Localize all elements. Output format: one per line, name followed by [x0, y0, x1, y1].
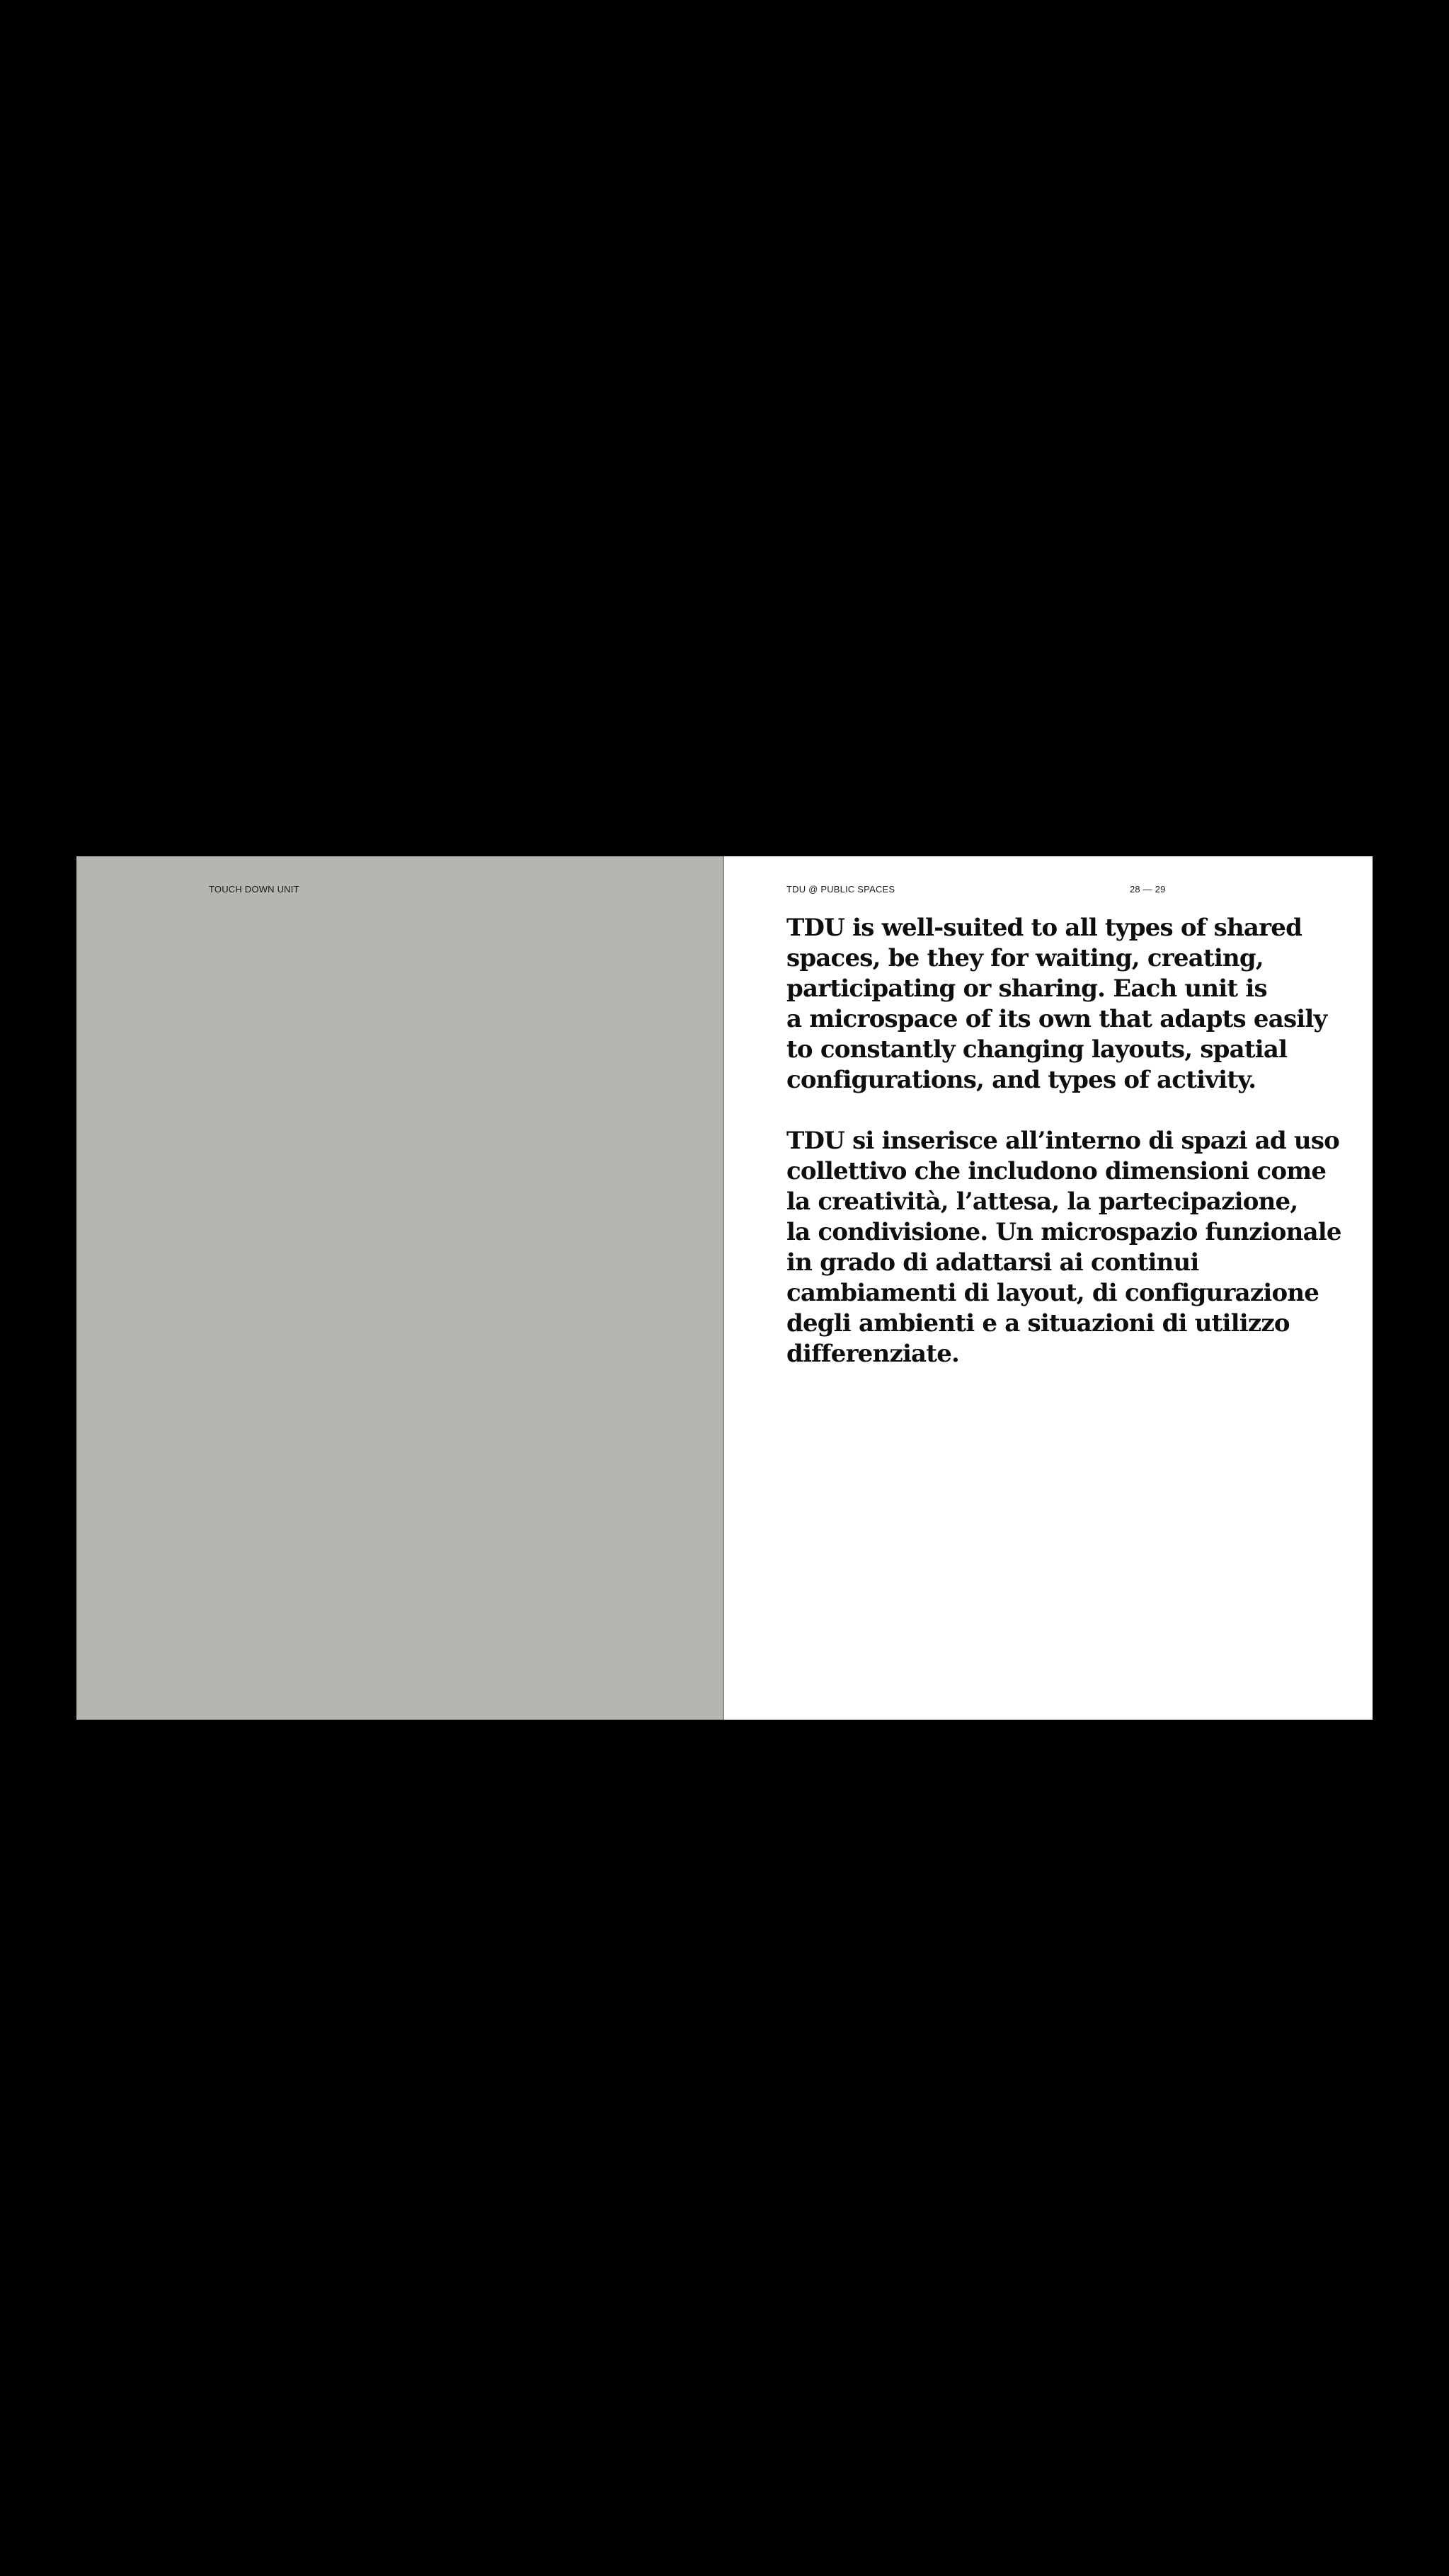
text-line: la creatività, l’attesa, la partecipazione,: [786, 1188, 1298, 1216]
text-line: a microspace of its own that adapts easily: [786, 1005, 1327, 1033]
text-line: to constantly changing layouts, spatial: [786, 1035, 1288, 1064]
text-line: cambiamenti di layout, di configurazione: [786, 1279, 1319, 1307]
text-line: degli ambienti e a situazioni di utilizzo: [786, 1309, 1290, 1338]
text-line: TDU is well-suited to all types of shared: [786, 914, 1302, 942]
left-page: [76, 856, 724, 1720]
text-line: differenziate.: [786, 1340, 960, 1368]
paragraph-italian: [786, 1126, 1341, 1369]
text-line: in grado di adattarsi ai continui: [786, 1248, 1199, 1277]
text-line: TDU si inserisce all’interno di spazi ad uso: [786, 1127, 1340, 1155]
right-running-head: TDU @ PUBLIC SPACES: [786, 884, 895, 895]
text-line: participating or sharing. Each unit is: [786, 974, 1267, 1003]
text-line: collettivo che includono dimensioni come: [786, 1157, 1327, 1185]
left-running-head: TOUCH DOWN UNIT: [209, 884, 299, 895]
book-spread: [76, 856, 1373, 1720]
body-text: [786, 913, 1341, 1400]
text-line: la condivisione. Un microspazio funzionale: [786, 1218, 1341, 1246]
text-line: configurations, and types of activity.: [786, 1066, 1256, 1094]
text-line: spaces, be they for waiting, creating,: [786, 944, 1264, 972]
paragraph-english: [786, 913, 1327, 1096]
page-numbers: 28 — 29: [1130, 884, 1166, 895]
right-page: [724, 856, 1373, 1720]
